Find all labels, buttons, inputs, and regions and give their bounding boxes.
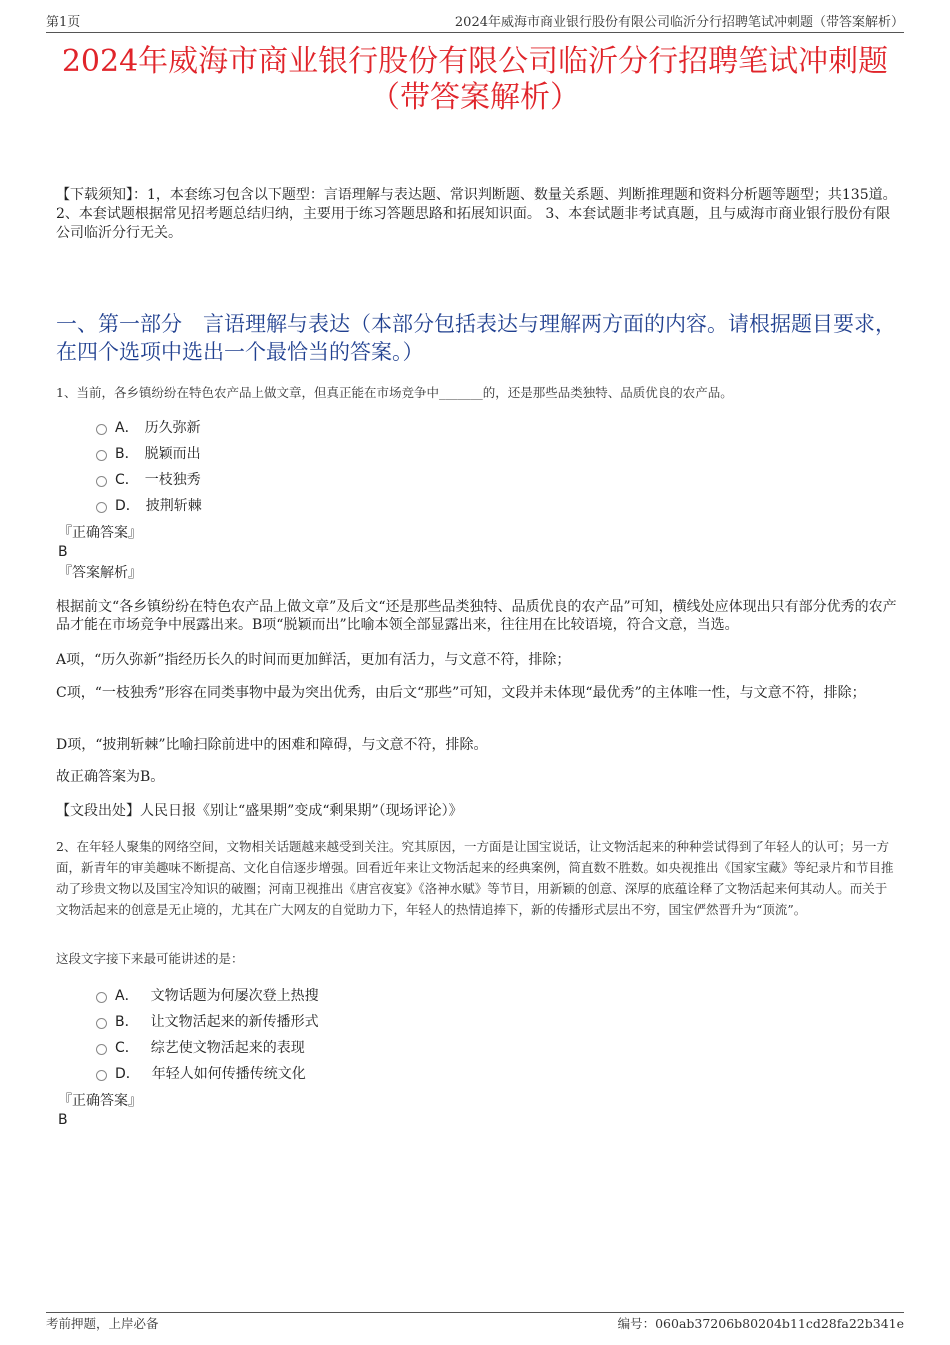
radio-icon[interactable]: [96, 424, 107, 435]
q1-answer: B: [58, 544, 68, 560]
radio-icon[interactable]: [96, 992, 107, 1003]
q1-analysis-para-4: D项，“披荆斩棘”比喻扫除前进中的困难和障碍，与文意不符，排除。: [56, 737, 488, 753]
q1-analysis-para-2: A项，“历久弥新”指经历长久的时间而更加鲜活，更加有活力，与文意不符，排除；: [56, 652, 571, 668]
document-title: [40, 44, 910, 116]
q1-analysis-para-3: C项，“一枝独秀”形容在同类事物中最为突出优秀，由后文“那些”可知，文段并未体现“最优秀”的主体唯一性，与文意不符，排除；: [56, 685, 866, 701]
option-text: 文物话题为何屡次登上热搜: [150, 988, 319, 1004]
question-2-options: [96, 982, 796, 1086]
q2-option-a[interactable]: [96, 982, 796, 1008]
q1-analysis-heading: 『答案解析』: [58, 565, 142, 581]
option-label: A．: [115, 988, 139, 1004]
option-label: B．: [115, 1014, 139, 1030]
option-text: 综艺使文物活起来的表现: [150, 1040, 305, 1056]
q1-analysis-para-1: 根据前文“各乡镇纷纷在特色农产品上做文章”及后文“还是那些品类独特、品质优良的农产品”可知，横线处应体现出只有部分优秀的农产品才能在市场竞争中展露出来。B项“脱颖而出”比喻本领全部显露出来，往往用在比较语境，符合文意，当选。: [56, 599, 897, 633]
q1-option-b[interactable]: [96, 440, 796, 466]
page-header: [46, 14, 904, 33]
q2-option-d[interactable]: [96, 1060, 796, 1086]
q2-option-b[interactable]: [96, 1008, 796, 1034]
footer-doc-id: 编号：060ab37206b80204b11cd28fa22b341e: [617, 1316, 904, 1331]
option-label: A．: [115, 420, 139, 436]
radio-icon[interactable]: [96, 476, 107, 487]
download-notice: 【下载须知】：1，本套练习包含以下题型：言语理解与表达题、常识判断题、数量关系题、判断推理题和资料分析题等题型；共135道。 2、本套试题根据常见招考题总结归纳，主要用于练习答题思路和拓展知识面。 3、本套试题非考试真题，且与威海市商业银行股份有限公司临沂分行无关。: [56, 187, 897, 241]
footer-slogan: 考前押题，上岸必备: [46, 1316, 159, 1331]
header-doc-title: 2024年威海市商业银行股份有限公司临沂分行招聘笔试冲刺题（带答案解析）: [454, 15, 904, 30]
option-text: 年轻人如何传播传统文化: [151, 1066, 306, 1082]
radio-icon[interactable]: [96, 1070, 107, 1081]
section-title: 一、第一部分 言语理解与表达（本部分包括表达与理解两方面的内容。请根据题目要求，在四个选项中选出一个最恰当的答案。）: [56, 312, 896, 364]
title-line-1: 2024年威海市商业银行股份有限公司临沂分行招聘笔试冲刺题: [61, 44, 889, 79]
option-text: 一枝独秀: [144, 472, 201, 488]
q1-analysis-para-5: 故正确答案为B。: [56, 769, 165, 785]
q2-answer-heading: 『正确答案』: [58, 1093, 142, 1109]
option-text: 披荆斩棘: [145, 498, 202, 514]
radio-icon[interactable]: [96, 1018, 107, 1029]
option-label: C．: [115, 472, 139, 488]
radio-icon[interactable]: [96, 1044, 107, 1055]
option-text: 让文物活起来的新传播形式: [150, 1014, 319, 1030]
title-line-2: （带答案解析）: [370, 80, 580, 115]
option-text: 历久弥新: [144, 420, 201, 436]
q2-answer: B: [58, 1112, 68, 1128]
option-label: B．: [115, 446, 139, 462]
q1-option-c[interactable]: [96, 466, 796, 492]
option-text: 脱颖而出: [144, 446, 201, 462]
question-2-stem: 2、在年轻人聚集的网络空间，文物相关话题越来越受到关注。究其原因，一方面是让国宝说话，让文物活起来的种种尝试得到了年轻人的认可；另一方面，新青年的审美趣味不断提高、文化自信逐步增强。回看近年来让文物活起来的经典案例，简直数不胜数。如央视推出《国家宝藏》等纪录片和节目推动了珍贵文物以及国宝冷知识的破圈；河南卫视推出《唐宫夜宴》《洛神水赋》等节目，用新颖的创意、深厚的底蕴诠释了文物活起来何其动人。而关于文物活起来的创意是无止境的，尤其在广大网友的自觉助力下，年轻人的热情追捧下，新的传播形式层出不穷，国宝俨然晋升为“顶流”。: [56, 839, 894, 917]
page-number: 第1页: [46, 15, 81, 30]
q1-source: 【文段出处】人民日报《别让“盛果期”变成“剩果期”（现场评论）》: [56, 803, 463, 819]
page-footer: [46, 1312, 904, 1331]
question-1-stem: 1、当前，各乡镇纷纷在特色农产品上做文章，但真正能在市场竞争中_______的，还是那些品类独特、品质优良的农产品。: [56, 385, 733, 400]
radio-icon[interactable]: [96, 450, 107, 461]
radio-icon[interactable]: [96, 502, 107, 513]
question-2-prompt: 这段文字接下来最可能讲述的是：: [56, 951, 244, 966]
q1-option-d[interactable]: [96, 492, 796, 518]
q1-option-a[interactable]: [96, 414, 796, 440]
option-label: D．: [115, 498, 140, 514]
option-label: D．: [115, 1066, 140, 1082]
question-1-options: [96, 414, 796, 518]
q1-answer-heading: 『正确答案』: [58, 525, 142, 541]
q2-option-c[interactable]: [96, 1034, 796, 1060]
option-label: C．: [115, 1040, 139, 1056]
